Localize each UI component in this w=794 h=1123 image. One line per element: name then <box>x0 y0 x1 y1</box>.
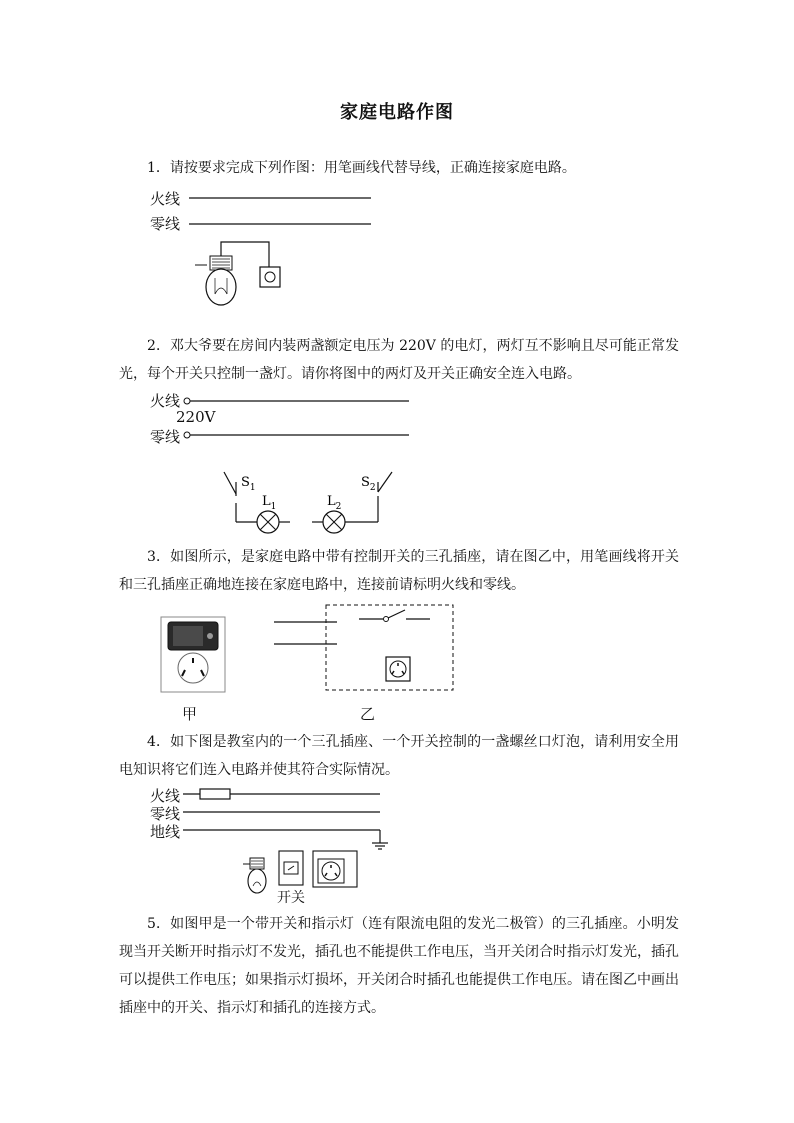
q2-voltage-label: 220V <box>176 408 216 426</box>
question-5-text: 5．如图甲是一个带开关和指示灯（连有限流电阻的发光二极管）的三孔插座。小明发现当开关断开时指示灯不发光，插孔也不能提供工作电压，当开关闭合时指示灯发光，插孔可以提供工作电压；如果指示灯损坏，开关闭合时插孔也能提供工作电压。请在图乙中画出插座中的开关、指示灯和插孔的连接方式。 <box>119 916 679 1016</box>
page-title: 家庭电路作图 <box>340 102 454 123</box>
q2-switch-s2-label: $S_2$ <box>361 475 376 493</box>
q4-fuse-icon <box>200 789 230 799</box>
q4-switch-label: 开关 <box>277 890 305 906</box>
q2-lamp-l1-label: $L_1$ <box>262 494 277 512</box>
question-1-text: 1．请按要求完成下列作图：用笔画线代替导线，正确连接家庭电路。 <box>147 160 576 176</box>
q3-figure-yi-label: 乙 <box>360 705 376 723</box>
q2-switch-s1-label: $S_1$ <box>241 475 256 493</box>
q3-figure-jia-label: 甲 <box>182 705 198 723</box>
q1-neutral-wire-label: 零线 <box>150 215 181 233</box>
q4-switch-icon <box>279 851 303 885</box>
q4-ground-wire-label: 地线 <box>150 823 181 841</box>
q4-earth-symbol <box>372 830 388 849</box>
q4-bulb-icon <box>243 858 266 893</box>
q2-neutral-wire-label: 零线 <box>150 428 181 446</box>
q4-neutral-wire-label: 零线 <box>150 805 181 823</box>
q4-live-wire-label: 火线 <box>150 787 181 805</box>
question-3-text: 3．如图所示，是家庭电路中带有控制开关的三孔插座，请在图乙中，用笔画线将开关和三孔插座正确地连接在家庭电路中，连接前请标明火线和零线。 <box>119 549 679 593</box>
question-2-text: 2．邓大爷要在房间内装两盏额定电压为 220V 的电灯，两灯互不影响且尽可能正常发光，每个开关只控制一盏灯。请你将图中的两灯及开关正确安全连入电路。 <box>119 338 679 382</box>
question-4-text: 4．如下图是教室内的一个三孔插座、一个开关控制的一盏螺丝口灯泡，请利用安全用电知识将它们连入电路并使其符合实际情况。 <box>119 734 679 778</box>
q2-live-wire-label: 火线 <box>150 392 181 410</box>
q4-socket-icon <box>313 851 357 887</box>
q1-live-wire-label: 火线 <box>150 190 181 208</box>
q2-lamp-l2-label: $L_2$ <box>327 494 342 512</box>
